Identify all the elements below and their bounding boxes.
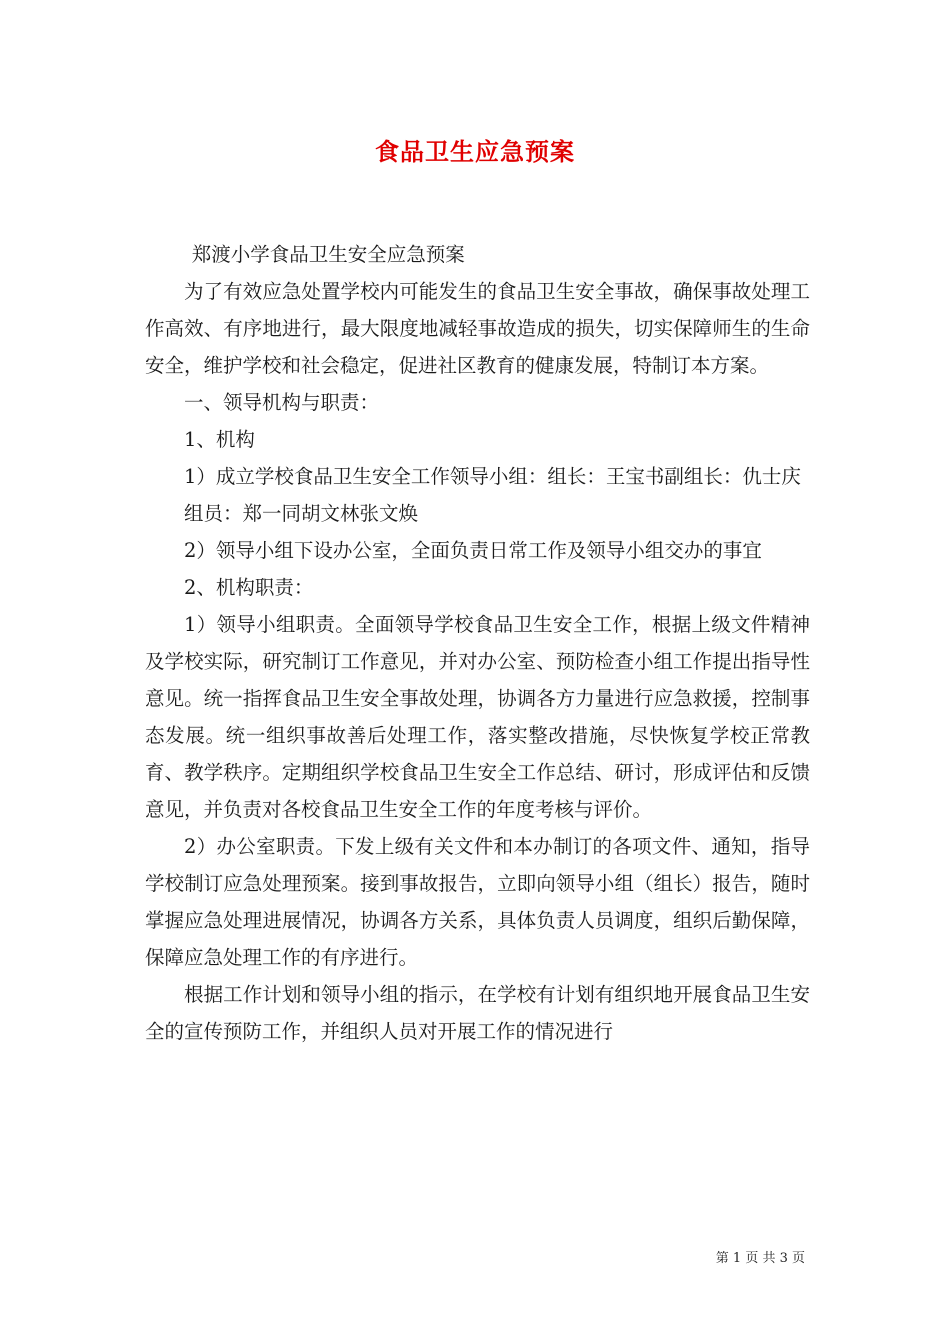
- page-number: [716, 1247, 805, 1266]
- paragraph: 组员：郑一同胡文林张文焕: [184, 502, 419, 525]
- section-heading: 一、领导机构与职责：: [184, 391, 380, 414]
- paragraph: 为了有效应急处置学校内可能发生的食品卫生安全事故，确保事故处理工作高效、有序地进行，最大限度地减轻事故造成的损失，切实保障师生的生命安全，维护学校和社会稳定，促进社区教育的健康发展，特制订本方案。: [145, 280, 810, 377]
- document-body: [145, 236, 810, 1050]
- subsection-heading: 2、机构职责：: [184, 576, 314, 599]
- paragraph: 1）成立学校食品卫生安全工作领导小组：组长：王宝书副组长：仇士庆: [184, 465, 801, 488]
- paragraph: 根据工作计划和领导小组的指示，在学校有计划有组织地开展食品卫生安全的宣传预防工作，并组织人员对开展工作的情况进行: [145, 983, 810, 1043]
- paragraph: 2）领导小组下设办公室，全面负责日常工作及领导小组交办的事宜: [184, 539, 762, 562]
- subsection-heading: 1、机构: [184, 428, 255, 451]
- document-title: 食品卫生应急预案: [375, 137, 575, 166]
- page-number-label: 第 1 页 共 3 页: [715, 1251, 805, 1266]
- paragraph: 2）办公室职责。下发上级有关文件和本办制订的各项文件、通知，指导学校制订应急处理预案。接到事故报告，立即向领导小组（组长）报告，随时掌握应急处理进展情况，协调各方关系，具体负责人员调度，组织后勤保障，保障应急处理工作的有序进行。: [145, 835, 810, 969]
- paragraph: 1）领导小组职责。全面领导学校食品卫生安全工作，根据上级文件精神及学校实际，研究制订工作意见，并对办公室、预防检查小组工作提出指导性意见。统一指挥食品卫生安全事故处理，协调各方力量进行应急救援，控制事态发展。统一组织事故善后处理工作，落实整改措施，尽快恢复学校正常教育、教学秩序。定期组织学校食品卫生安全工作总结、研讨，形成评估和反馈意见，并负责对各校食品卫生安全工作的年度考核与评价。: [145, 613, 810, 821]
- document-subtitle: 郑渡小学食品卫生安全应急预案: [191, 243, 465, 266]
